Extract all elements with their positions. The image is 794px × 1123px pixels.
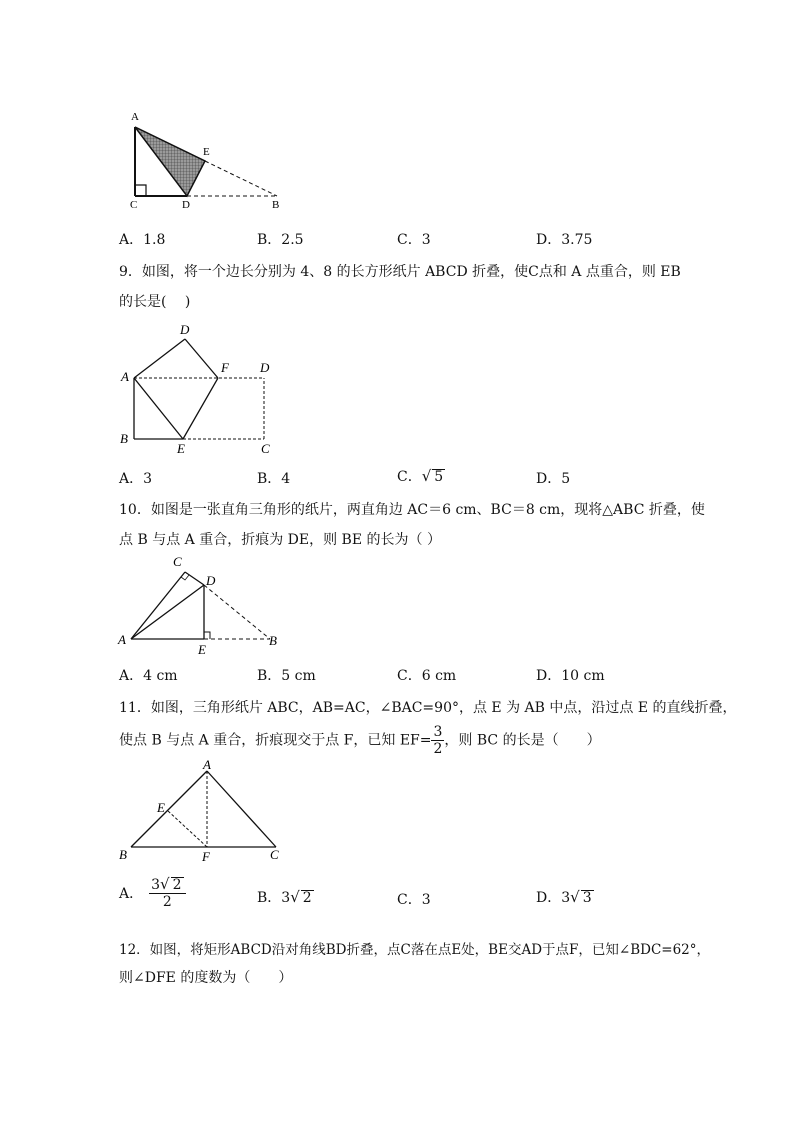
q8-option-d: D．3.75	[536, 232, 593, 248]
q10-option-b: B．5 cm	[257, 668, 316, 684]
q8-option-c: C．3	[397, 232, 431, 248]
svg-text:A: A	[121, 369, 129, 384]
svg-text:F: F	[202, 849, 210, 864]
q10-stem-line2: 点 B 与点 A 重合，折痕为 DE，则 BE 的长为（ ）	[119, 532, 441, 548]
q11-figure	[115, 758, 290, 866]
svg-text:E: E	[198, 642, 206, 657]
svg-text:B: B	[119, 847, 127, 862]
q11-stem-line2: 使点 B 与点 A 重合，折痕现交于点 F，已知 EF= $\frac{3}{2}$ ，则 BC 的长是（ ）	[119, 724, 601, 757]
label-a: A	[131, 111, 139, 123]
q9-option-b: B．4	[257, 471, 291, 487]
right-angle-mark	[135, 185, 146, 196]
q9-option-a: A．3	[119, 471, 153, 487]
label-e: E	[203, 146, 210, 158]
svg-text:B: B	[269, 633, 277, 648]
q10-figure	[115, 552, 290, 657]
svg-text:C: C	[173, 554, 182, 569]
q9-stem-line2: 的长是( )	[119, 294, 191, 310]
q9-option-d: D．5	[536, 471, 571, 487]
q10-option-c: C．6 cm	[397, 668, 457, 684]
q11-option-c: C．3	[397, 892, 431, 908]
fraction-3-2: $\frac{3}{2}$	[433, 724, 443, 757]
svg-text:A: A	[203, 758, 211, 772]
q8-figure	[120, 108, 290, 212]
svg-text:F: F	[221, 360, 229, 375]
svg-text:C: C	[270, 847, 279, 862]
q9-figure	[115, 320, 290, 455]
svg-text:D: D	[180, 322, 190, 337]
label-c: C	[130, 199, 138, 211]
q11-option-d: D．3√ 3	[536, 888, 592, 906]
q8-option-a: A．1.8	[119, 232, 166, 248]
label-d: D	[182, 199, 190, 211]
q11-option-a: A． $\frac{3√ 2}{2}$	[119, 876, 186, 910]
q11-option-b: B．3√ 2	[257, 888, 312, 906]
dash-eb	[205, 161, 277, 196]
q8-option-b: B．2.5	[257, 232, 304, 248]
q12-stem-line1: 12．如图，将矩形ABCD沿对角线BD折叠，点C落在点E处，BE交AD于点F，已知∠BDC=62°，	[119, 942, 711, 958]
svg-text:D: D	[260, 360, 270, 375]
svg-text:E: E	[157, 800, 165, 815]
q12-stem-line2: 则∠DFE 的度数为（ ）	[119, 970, 293, 986]
svg-text:B: B	[120, 431, 128, 446]
q10-stem-line1: 10．如图是一张直角三角形的纸片，两直角边 AC＝6 cm、BC＝8 cm，现将△ABC 折叠，使	[119, 502, 705, 518]
svg-text:D: D	[206, 573, 216, 588]
q9-option-c: C．√ 5	[397, 467, 444, 485]
q10-option-a: A．4 cm	[119, 668, 178, 684]
svg-text:C: C	[261, 441, 270, 455]
svg-text:E: E	[177, 441, 185, 455]
q10-option-d: D．10 cm	[536, 668, 605, 684]
label-b: B	[272, 199, 280, 211]
svg-text:A: A	[118, 632, 126, 647]
q9-stem-line1: 9．如图，将一个边长分别为 4、8 的长方形纸片 ABCD 折叠，使C点和 A 点重合，则 EB	[119, 264, 681, 280]
q11-stem-line1: 11．如图，三角形纸片 ABC，AB=AC，∠BAC=90°，点 E 为 AB 中点，沿过点 E 的直线折叠，	[119, 700, 737, 716]
